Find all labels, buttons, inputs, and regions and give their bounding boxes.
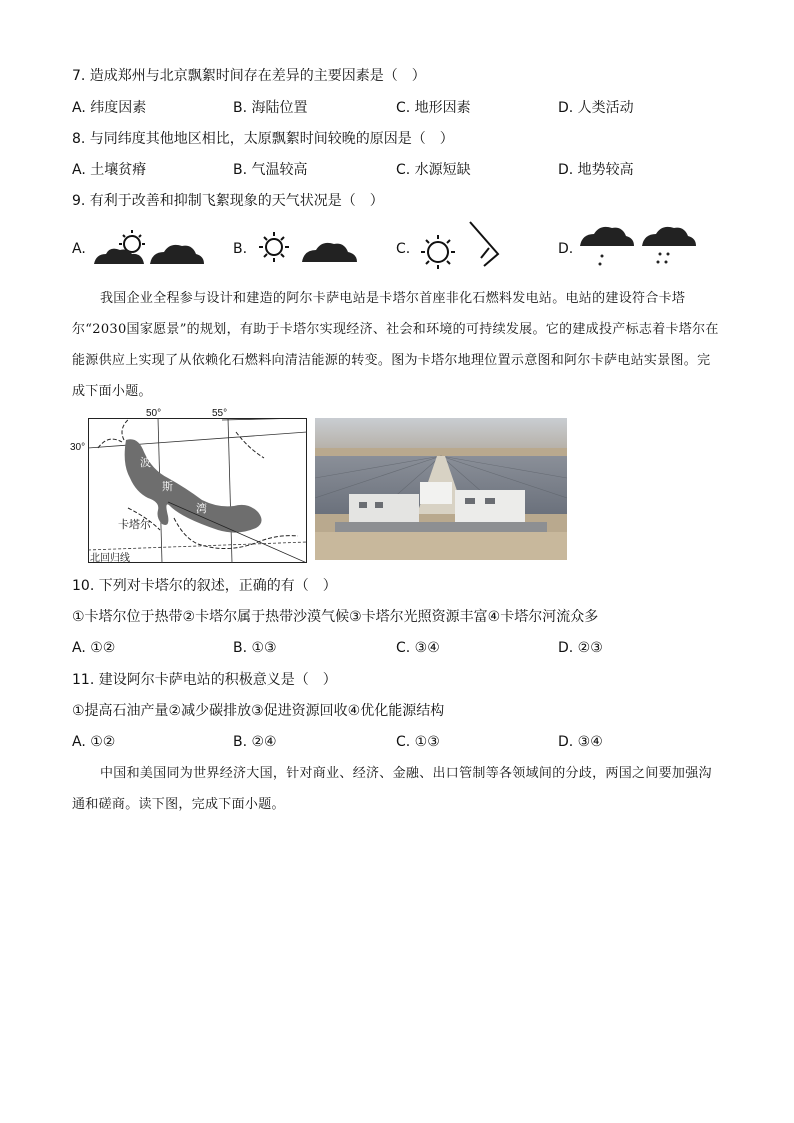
q8-option-b: B. 气温较高 [233,162,308,178]
gulf-char-1: 波 [140,457,151,469]
lat-label-30: 30° [70,442,86,453]
question-9-stem: 9. 有利于改善和抑制飞絮现象的天气状况是（ ） [72,193,384,209]
q7-option-d: D. 人类活动 [558,100,634,116]
q11-option-b: B. ②④ [233,734,277,750]
question-11-stem: 11. 建设阿尔卡萨电站的积极意义是（ ） [72,672,337,688]
q10-option-d: D. ②③ [558,640,603,656]
qatar-location-map [70,408,307,564]
q11-statements: ①提高石油产量②减少碳排放③促进资源回收④优化能源结构 [72,703,445,719]
gulf-char-3: 湾 [196,503,207,515]
question-10-stem: 10. 下列对卡塔尔的叙述，正确的有（ ） [72,578,337,594]
q9-option-a: A. [72,241,86,257]
q7-option-b: B. 海陆位置 [233,100,308,116]
tropic-label: 北回归线 [90,553,130,564]
q9-option-d: D. [558,241,574,257]
sun-and-cloud-icon [92,228,207,268]
q8-option-c: C. 水源短缺 [396,162,471,178]
q8-option-d: D. 地势较高 [558,162,634,178]
question-7-stem: 7. 造成郑州与北京飘絮时间存在差异的主要因素是（ ） [72,68,426,84]
q10-option-a: A. ①② [72,640,116,656]
rain-clouds-icon [576,222,701,272]
passage-china-us: 中国和美国同为世界经济大国，针对商业、经济、金融、出口管制等各领域间的分歧，两国之间要加强沟通和磋商。读下图，完成下面小题。 [72,766,712,812]
q11-option-a: A. ①② [72,734,116,750]
q7-option-a: A. 纬度因素 [72,100,147,116]
sun-and-cloud-icon [254,228,364,268]
q9-option-c: C. [396,241,411,257]
q11-option-d: D. ③④ [558,734,603,750]
qatar-label: 卡塔尔 [118,519,151,531]
q10-statements: ①卡塔尔位于热带②卡塔尔属于热带沙漠气候③卡塔尔光照资源丰富④卡塔尔河流众多 [72,609,599,625]
sun-and-wind-icon [414,216,504,272]
q8-option-a: A. 土壤贫瘠 [72,162,147,178]
q10-option-c: C. ③④ [396,640,440,656]
passage-qatar: 我国企业全程参与设计和建造的阿尔卡萨电站是卡塔尔首座非化石燃料发电站。电站的建设符合卡塔尔“2030国家愿景”的规划，有助于卡塔尔实现经济、社会和环境的可持续发展。它的建成投产标志着卡塔尔在能源供应上实现了从依赖化石燃料向清洁能源的转变。图为卡塔尔地理位置示意图和阿尔卡萨电站实景图。完成下面小题。 [72,291,719,399]
lon-label-55: 55° [212,408,228,419]
q11-option-c: C. ①③ [396,734,440,750]
q9-option-b: B. [233,241,248,257]
gulf-char-2: 斯 [162,481,173,493]
q7-option-c: C. 地形因素 [396,100,471,116]
lon-label-50: 50° [146,408,162,419]
q10-option-b: B. ①③ [233,640,277,656]
power-station-photo [315,418,567,560]
question-8-stem: 8. 与同纬度其他地区相比，太原飘絮时间较晚的原因是（ ） [72,131,454,147]
